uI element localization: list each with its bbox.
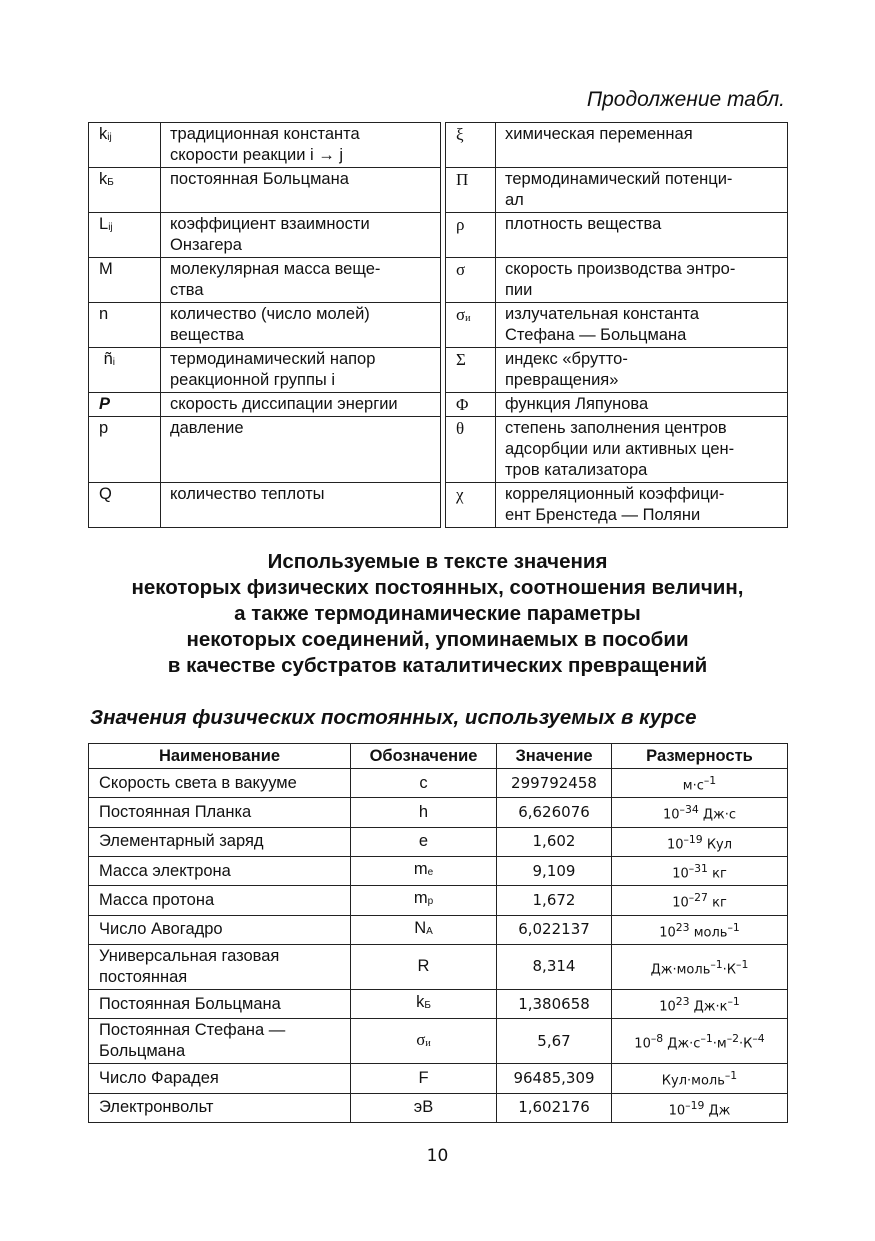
description-cell: химическая переменная (496, 123, 788, 168)
symbol-cell: Σ (446, 348, 496, 393)
constant-name: Элементарный заряд (89, 827, 351, 856)
description-cell: коэффициент взаимности Онзагера (161, 213, 441, 258)
table-row (89, 393, 788, 417)
constant-name: Постоянная Больцмана (89, 989, 351, 1018)
table-header-row (89, 744, 788, 769)
table-row (89, 769, 788, 798)
constant-unit: $10^{-27}$ кг (612, 886, 788, 915)
table-row (89, 348, 788, 393)
constant-symbol: NA (351, 915, 497, 944)
constant-name: Универсальная газовая постоянная (89, 944, 351, 989)
symbol-cell: ñi (89, 348, 161, 393)
symbol-cell: Lij (89, 213, 161, 258)
description-cell: степень заполнения центров адсорбции или активных цен- тров катализатора (496, 417, 788, 483)
constant-symbol: R (351, 944, 497, 989)
constants-subtitle: Значения физических постоянных, используемых в курсе (90, 706, 697, 729)
table-row (89, 1093, 788, 1122)
table-row (89, 417, 788, 483)
constants-table (88, 743, 788, 1123)
constant-value: 9,109 (497, 856, 612, 885)
constant-unit: Кул·моль$^{-1}$ (612, 1064, 788, 1093)
constant-symbol: mp (351, 886, 497, 915)
constant-unit: $10^{-34}$ Дж·с (612, 798, 788, 827)
symbol-cell: Φ (446, 393, 496, 417)
constant-value: 5,67 (497, 1019, 612, 1064)
symbol-cell: n (89, 303, 161, 348)
table-row (89, 915, 788, 944)
table-row (89, 1064, 788, 1093)
constant-name: Постоянная Планка (89, 798, 351, 827)
constant-unit: $10^{-31}$ кг (612, 856, 788, 885)
table-row (89, 886, 788, 915)
constant-unit: $10^{-8}$ $Дж\cdot с^{-1}\cdot м^{-2}\cdot К^{-4}$ (612, 1019, 788, 1064)
symbol-cell: σи (446, 303, 496, 348)
symbol-cell: p (89, 417, 161, 483)
header-value: Значение (497, 744, 612, 769)
constant-symbol: me (351, 856, 497, 885)
description-cell: молекулярная масса веще- ства (161, 258, 441, 303)
description-cell: излучательная константа Стефана — Больцмана (496, 303, 788, 348)
constant-unit: $Дж\cdot моль^{-1}\cdot К^{-1}$ (612, 944, 788, 989)
constant-symbol: e (351, 827, 497, 856)
symbol-cell: M (89, 258, 161, 303)
constant-unit: $м\cdot с^{-1}$ (612, 769, 788, 798)
description-cell: индекс «брутто- превращения» (496, 348, 788, 393)
constant-unit: $10^{23}$ моль$^{-1}$ (612, 915, 788, 944)
constant-symbol: σи (351, 1019, 497, 1064)
constant-symbol: F (351, 1064, 497, 1093)
symbol-cell: θ (446, 417, 496, 483)
symbols-table (88, 122, 788, 528)
description-cell: традиционная константа скорости реакции i → j (161, 123, 441, 168)
constant-value: 1,602 (497, 827, 612, 856)
symbol-cell: Q (89, 483, 161, 528)
constant-value: 96485,309 (497, 1064, 612, 1093)
constant-unit: $10^{23}$ $Дж\cdot к^{-1}$ (612, 989, 788, 1018)
constant-value: 6,022137 (497, 915, 612, 944)
symbol-cell: ρ (446, 213, 496, 258)
description-cell: функция Ляпунова (496, 393, 788, 417)
constant-symbol: эВ (351, 1093, 497, 1122)
description-cell: термодинамический потенци- ал (496, 168, 788, 213)
description-cell: давление (161, 417, 441, 483)
symbol-cell: ξ (446, 123, 496, 168)
constant-unit: $10^{-19}$ Кул (612, 827, 788, 856)
constant-value: 1,672 (497, 886, 612, 915)
table-row (89, 168, 788, 213)
constant-name: Масса протона (89, 886, 351, 915)
symbol-cell: χ (446, 483, 496, 528)
symbol-cell: kБ (89, 168, 161, 213)
description-cell: постоянная Больцмана (161, 168, 441, 213)
constant-symbol: h (351, 798, 497, 827)
description-cell: количество теплоты (161, 483, 441, 528)
table-row (89, 944, 788, 989)
constant-value: 6,626076 (497, 798, 612, 827)
constant-symbol: c (351, 769, 497, 798)
table-continuation-label: Продолжение табл. (586, 88, 785, 111)
constant-value: 299792458 (497, 769, 612, 798)
table-row (89, 213, 788, 258)
constant-value: 1,602176 (497, 1093, 612, 1122)
section-title: Используемые в тексте значения некоторых физических постоянных, соотношения величин, а также термодинамические параметры некоторых соединений, упоминаемых в пособии в качестве субстратов каталитических превращений (131, 550, 744, 677)
constant-unit: $10^{-19}$ Дж (612, 1093, 788, 1122)
constant-symbol: kБ (351, 989, 497, 1018)
page-number: 10 (426, 1146, 449, 1166)
constant-name: Число Фарадея (89, 1064, 351, 1093)
constant-name: Постоянная Стефана — Больцмана (89, 1019, 351, 1064)
constant-name: Масса электрона (89, 856, 351, 885)
description-cell: корреляционный коэффици- ент Бренстеда — Поляни (496, 483, 788, 528)
description-cell: термодинамический напор реакционной группы i (161, 348, 441, 393)
table-row (89, 798, 788, 827)
header-symbol: Обозначение (351, 744, 497, 769)
constant-value: 1,380658 (497, 989, 612, 1018)
symbol-cell: σ (446, 258, 496, 303)
description-cell: плотность вещества (496, 213, 788, 258)
table-row (89, 989, 788, 1018)
description-cell: скорость производства энтро- пии (496, 258, 788, 303)
table-row (89, 827, 788, 856)
constant-value: 8,314 (497, 944, 612, 989)
table-row (89, 1019, 788, 1064)
table-row (89, 303, 788, 348)
symbol-cell: P (89, 393, 161, 417)
constant-name: Число Авогадро (89, 915, 351, 944)
symbol-cell: kij (89, 123, 161, 168)
table-row (89, 123, 788, 168)
constant-name: Электронвольт (89, 1093, 351, 1122)
symbol-cell: Π (446, 168, 496, 213)
table-row (89, 483, 788, 528)
header-unit: Размерность (612, 744, 788, 769)
description-cell: количество (число молей) вещества (161, 303, 441, 348)
header-name: Наименование (89, 744, 351, 769)
constant-name: Скорость света в вакууме (89, 769, 351, 798)
description-cell: скорость диссипации энергии (161, 393, 441, 417)
table-row (89, 258, 788, 303)
table-row (89, 856, 788, 885)
